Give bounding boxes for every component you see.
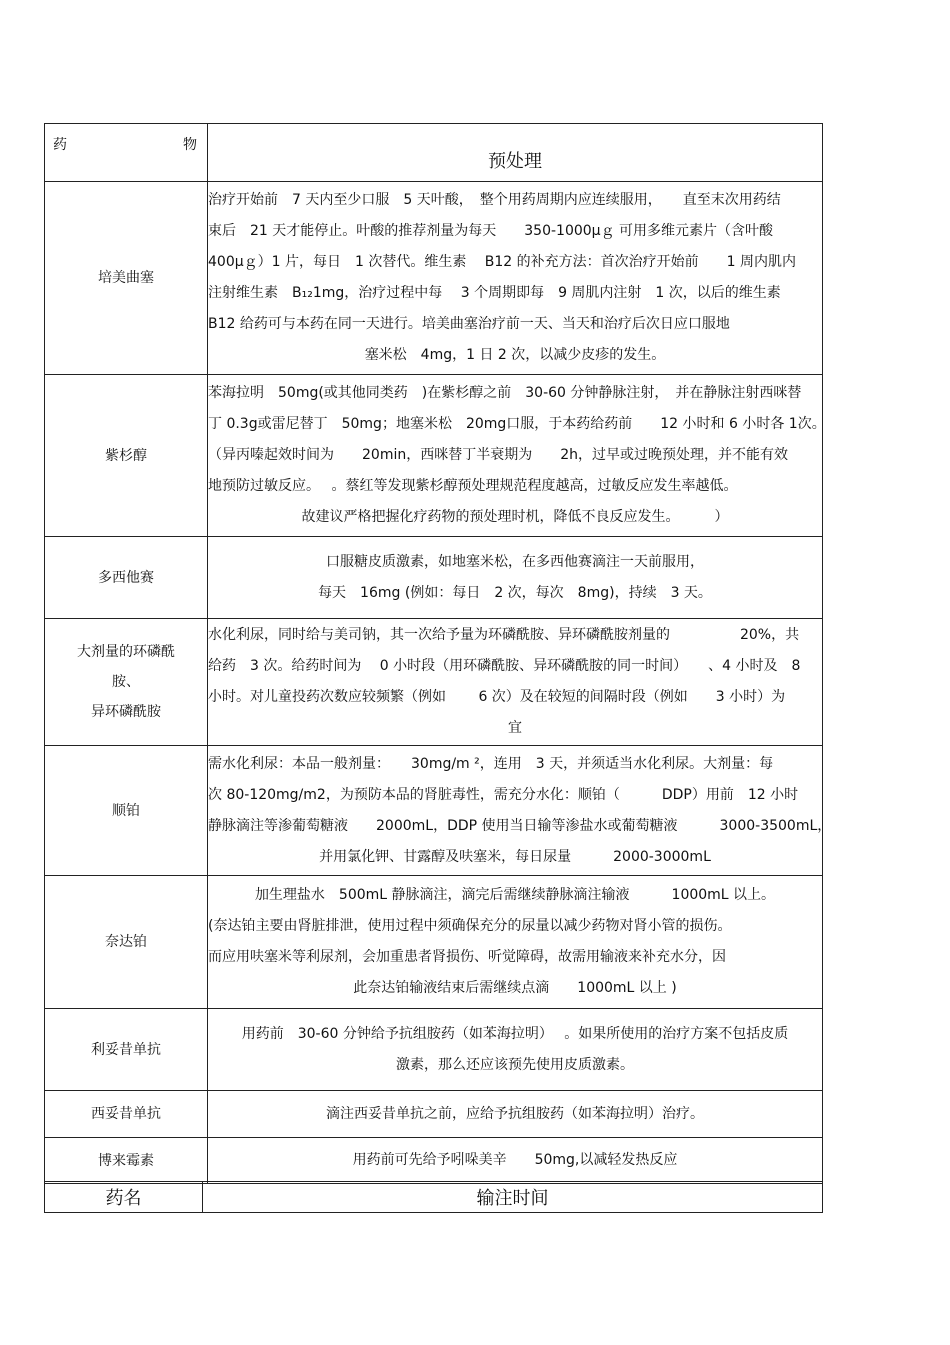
- pretreatment-line: 故建议严格把握化疗药物的预处理时机，降低不良反应发生。 ）: [301, 509, 729, 525]
- pretreatment-line: 水化利尿，同时给与美司钠，其一次给予量为环磷酰胺、异环磷酰胺剂量的 20%，共: [208, 627, 800, 643]
- table-row: [45, 182, 823, 375]
- pretreatment-line: 需水化利尿：本品一般剂量： 30mg/m ²，连用 3 天，并须适当水化利尿。大剂量：每: [208, 755, 774, 772]
- pretreatment-line: （异丙嗪起效时间为 20min，西咪替丁半衰期为 2h，过早或过晚预处理，并不能有效: [208, 447, 788, 463]
- pretreatment-table: [44, 123, 832, 1184]
- table-row: [45, 876, 823, 1009]
- table-row: [45, 537, 823, 619]
- table-row: [45, 746, 823, 876]
- pretreatment-line: 地预防过敏反应。 。蔡红等发现紫杉醇预处理规范程度越高，过敏反应发生率越低。: [208, 478, 738, 494]
- drug-name: 多西他赛: [98, 569, 154, 586]
- drug-name: 顺铂: [112, 802, 140, 819]
- pretreatment-line: 加生理盐水 500mL 静脉滴注，滴完后需继续静脉滴注输液 1000mL 以上。: [254, 887, 776, 903]
- drug-name: 西妥昔单抗: [91, 1106, 161, 1122]
- drug-name: 博来霉素: [98, 1152, 154, 1169]
- pretreatment-line: 塞米松 4mg，1 日 2 次，以减少皮疹的发生。: [364, 347, 666, 363]
- drug-name-cell: [45, 619, 208, 746]
- drug-name: 奈达铂: [105, 934, 147, 950]
- pretreatment-cell: [208, 619, 823, 746]
- header-pretreatment-cell: 预处理: [208, 124, 823, 182]
- header-drug-char-1: 药: [53, 137, 67, 153]
- pretreatment-line: 次 80-120mg/m2，为预防本品的肾脏毒性，需充分水化：顺铂（ DDP）用前 12 小时: [208, 786, 799, 803]
- table-row: [45, 1091, 823, 1138]
- table-row: [45, 1138, 823, 1184]
- pretreatment-cell: [208, 746, 832, 876]
- pretreatment-line: 静脉滴注等渗葡萄糖液 2000mL，DDP 使用当日输等渗盐水或葡萄糖液 3000-3500mL，: [208, 817, 832, 834]
- pretreatment-line: 并用氯化钾、甘露醇及呋塞米，每日尿量 2000-3000mL: [319, 848, 711, 865]
- table-row: [45, 375, 823, 537]
- drug-name: 利妥昔单抗: [91, 1041, 161, 1058]
- pretreatment-line: 用药前 30-60 分钟给予抗组胺药（如苯海拉明） 。如果所使用的治疗方案不包括皮质: [241, 1025, 789, 1042]
- pretreatment-line: 苯海拉明 50mg(或其他同类药 )在紫杉醇之前 30-60 分钟静脉注射， 并在静脉注射西咪替: [208, 385, 802, 401]
- drug-name-cell: [45, 1091, 208, 1138]
- drug-name: 大剂量的环磷酰: [77, 644, 175, 660]
- drug-name: 胺、: [112, 674, 140, 690]
- pretreatment-line: 注射维生素 B₁₂1mg，治疗过程中每 3 个周期即每 9 周肌内注射 1 次，以后的维生素: [208, 285, 781, 301]
- pretreatment-line: 此奈达铂输液结束后需继续点滴 1000mL 以上 ): [353, 980, 677, 996]
- pretreatment-line: 激素，那么还应该预先使用皮质激素。: [396, 1056, 634, 1073]
- pretreatment-line: 宜: [508, 720, 522, 736]
- pretreatment-line: 而应用呋塞米等利尿剂，会加重患者肾损伤、听觉障碍，故需用输液来补充水分，因: [208, 949, 726, 965]
- drug-name-cell: [45, 537, 208, 619]
- table-header-row: [45, 124, 823, 182]
- drug-name-cell: [45, 182, 208, 375]
- pretreatment-line: 给药 3 次。给药时间为 0 小时段（用环磷酰胺、异环磷酰胺的同一时间） 、4 小时及 8: [208, 658, 801, 674]
- pretreatment-cell: [208, 182, 823, 375]
- drug-name: 紫杉醇: [105, 447, 147, 464]
- drug-name-cell: [45, 746, 208, 876]
- pretreatment-cell: [208, 375, 826, 537]
- pretreatment-line: 治疗开始前 7 天内至少口服 5 天叶酸， 整个用药周期内应连续服用， 直至末次用药结: [208, 192, 781, 208]
- drug-name-cell: [45, 1009, 208, 1091]
- drug-name-cell: [45, 876, 208, 1009]
- pretreatment-line: 小时。对儿童投药次数应较频繁（例如 6 次）及在较短的间隔时段（例如 3 小时）为: [208, 689, 786, 705]
- pretreatment-line: 滴注西妥昔单抗之前，应给予抗组胺药（如苯海拉明）治疗。: [326, 1105, 704, 1122]
- pretreatment-line: 400μｇ）1 片，每日 1 次替代。维生素 B12 的补充方法：首次治疗开始前 1 周内肌内: [208, 254, 797, 270]
- header-drug-char-2: 物: [183, 137, 197, 153]
- drug-name: 培美曲塞: [98, 270, 154, 286]
- drug-name-cell: [45, 1138, 208, 1184]
- pretreatment-line: 每天 16mg (例如：每日 2 次，每次 8mg)，持续 3 天。: [318, 584, 712, 601]
- drug-name: 异环磷酰胺: [91, 704, 161, 720]
- pretreatment-cell: [208, 537, 823, 619]
- header-drug-cell: [45, 124, 208, 182]
- pretreatment-cell: [208, 876, 823, 1009]
- header-infusion-time-cell: 输注时间: [203, 1182, 823, 1213]
- table-row: [45, 619, 823, 746]
- pretreatment-line: 丁 0.3g或雷尼替丁 50mg；地塞米松 20mg口服，于本药给药前 12 小时和 6 小时各 1次。: [208, 416, 826, 432]
- pretreatment-line: 用药前可先给予吲哚美辛 50mg,以减轻发热反应: [352, 1152, 678, 1168]
- infusion-header-row: [45, 1182, 823, 1213]
- pretreatment-cell: [208, 1138, 823, 1184]
- infusion-table-header: [44, 1181, 823, 1213]
- pretreatment-line: (奈达铂主要由肾脏排泄，使用过程中须确保充分的尿量以减少药物对肾小管的损伤。: [208, 918, 732, 934]
- drug-name-cell: [45, 375, 208, 537]
- header-drug-name-cell: 药名: [45, 1182, 203, 1213]
- pretreatment-line: B12 给药可与本药在同一天进行。培美曲塞治疗前一天、当天和治疗后次日应口服地: [208, 316, 730, 332]
- pretreatment-line: 束后 21 天才能停止。叶酸的推荐剂量为每天 350-1000μｇ 可用多维元素片（含叶酸: [208, 223, 774, 239]
- table-row: [45, 1009, 823, 1091]
- pretreatment-cell: [208, 1009, 823, 1091]
- pretreatment-line: 口服糖皮质激素，如地塞米松，在多西他赛滴注一天前服用，: [326, 553, 704, 570]
- pretreatment-cell: [208, 1091, 823, 1138]
